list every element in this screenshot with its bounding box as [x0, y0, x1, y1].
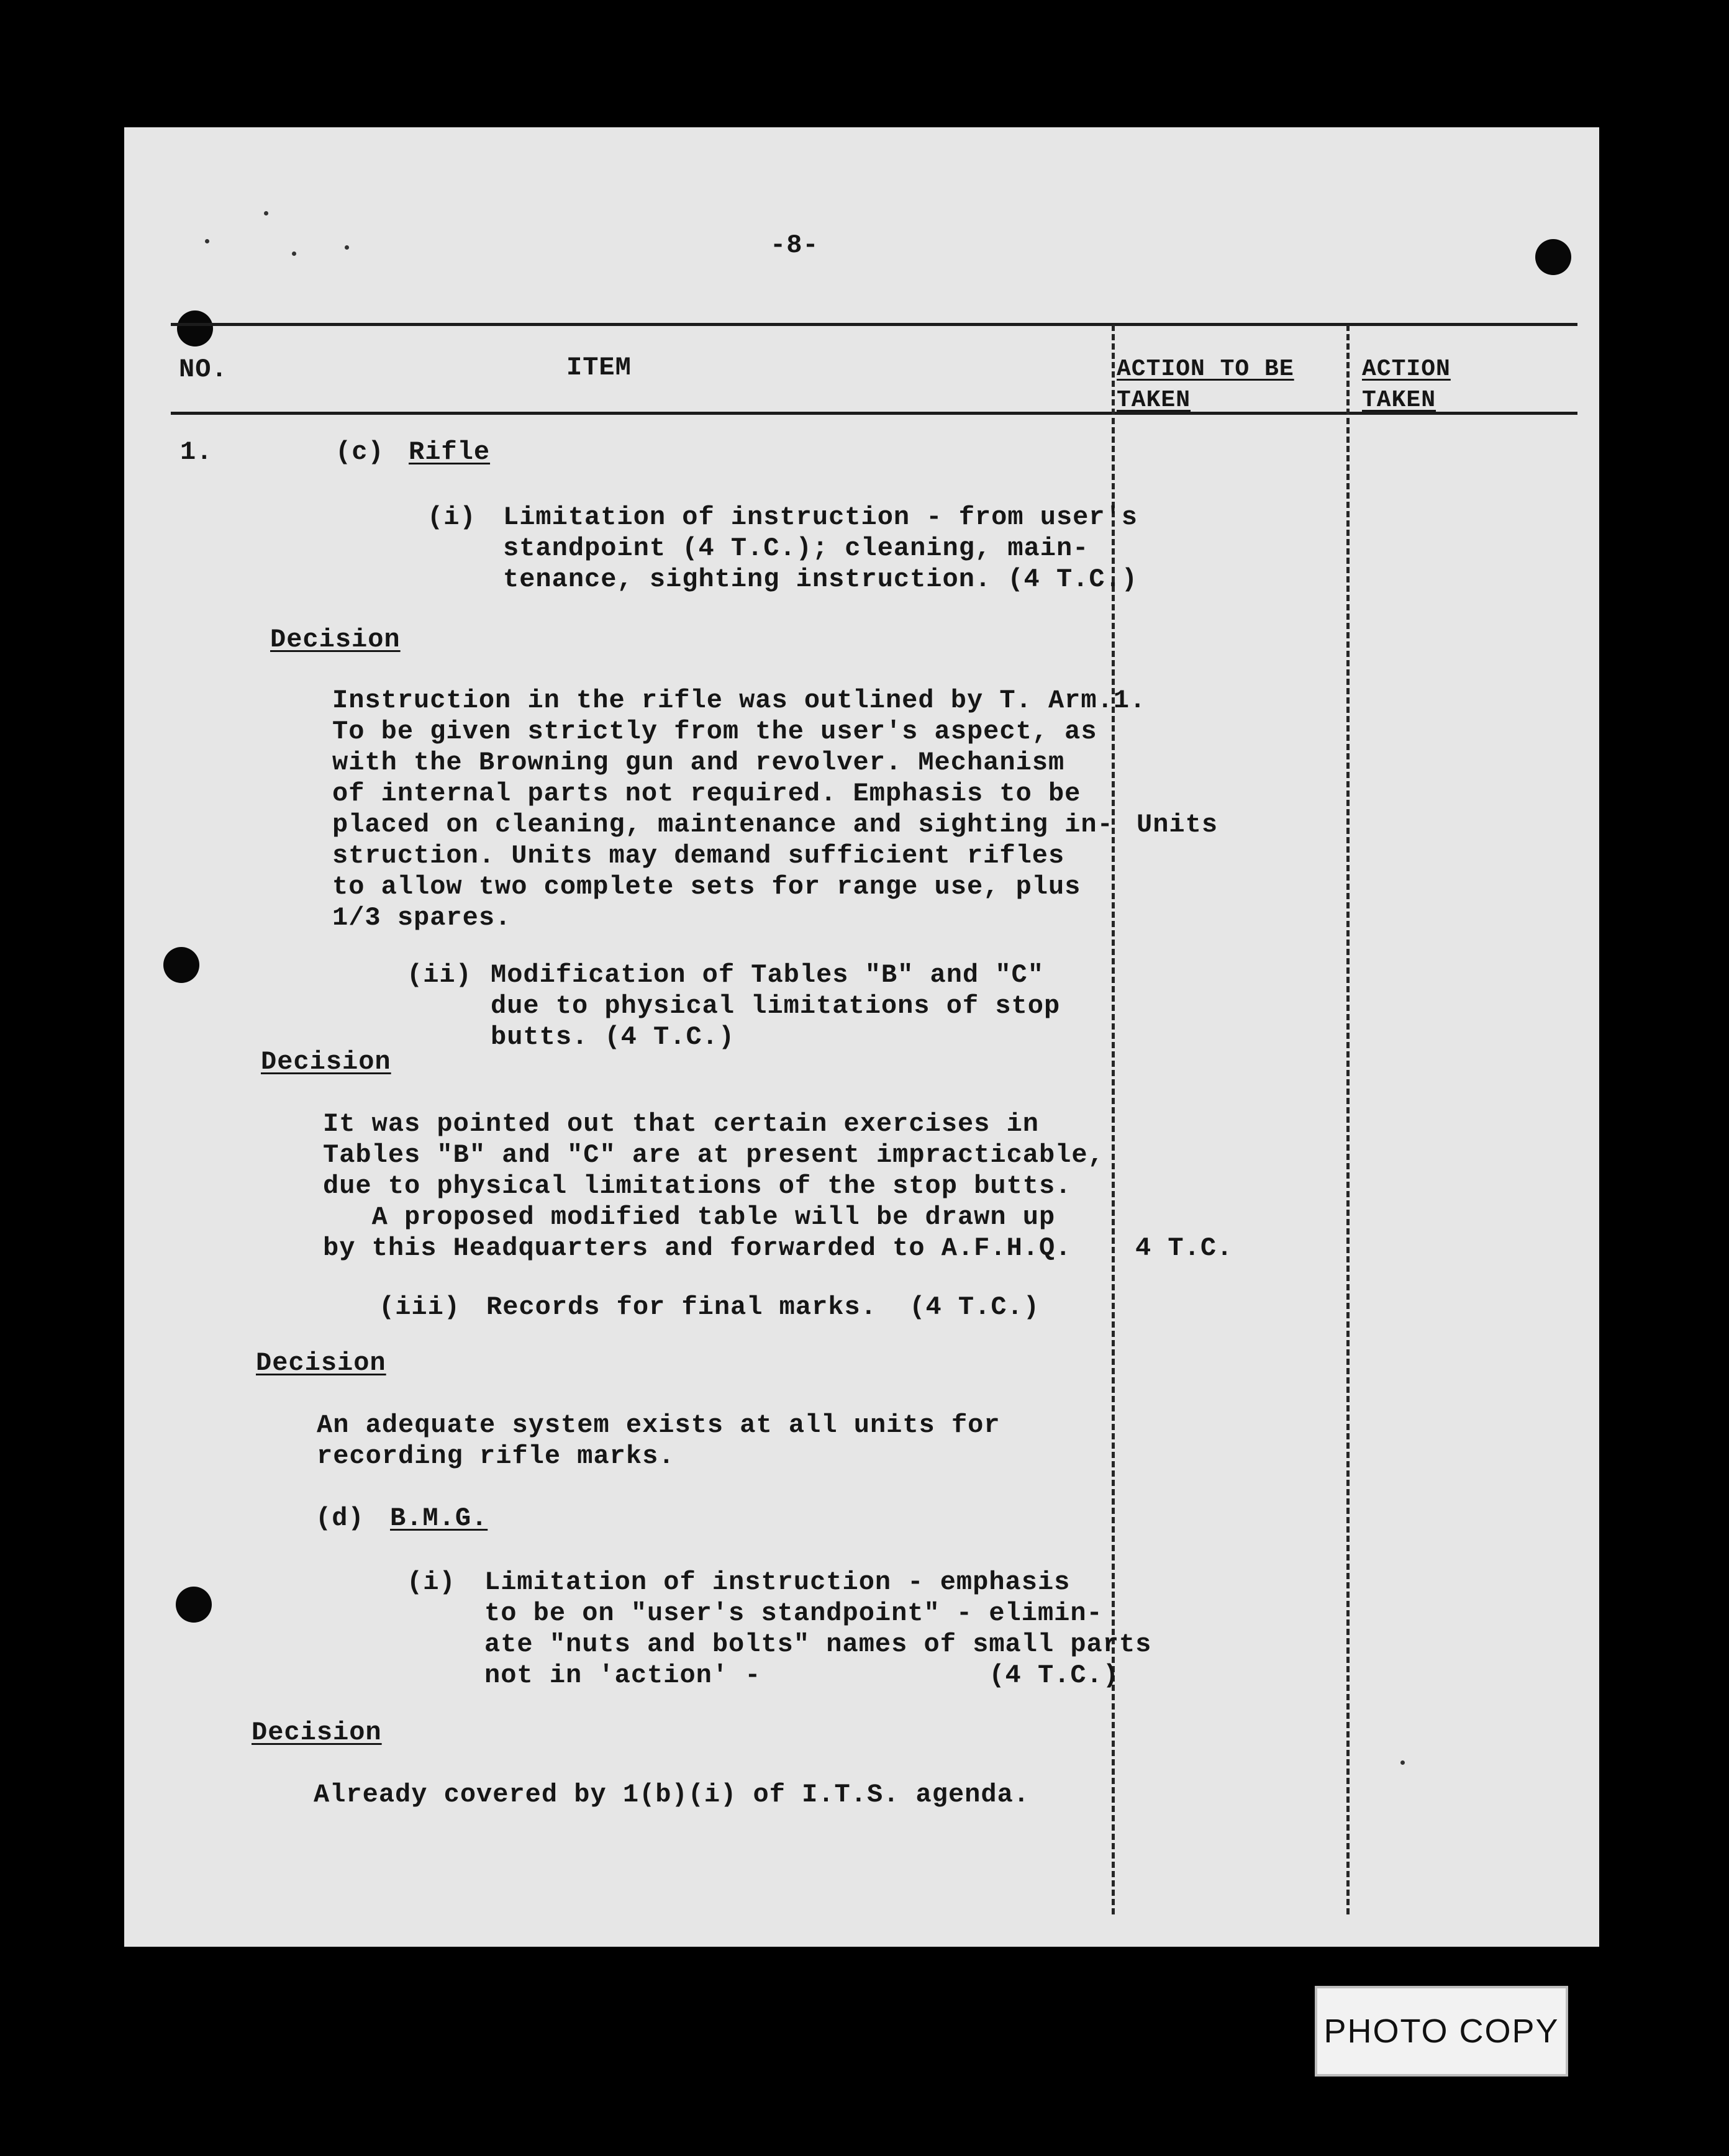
page-number: -8- [770, 230, 819, 260]
item-c-iii-number: (iii) [379, 1292, 461, 1322]
punch-hole [177, 310, 213, 346]
section-d-label: (d) [315, 1503, 365, 1533]
header-item: ITEM [566, 353, 632, 383]
item-c-i-number: (i) [427, 502, 476, 532]
decision-4-text: Already covered by 1(b)(i) of I.T.S. agenda. [314, 1780, 1030, 1810]
item-d-i-text: Limitation of instruction - emphasis to be on "user's standpoint" - elimin- ate "nuts and bolts" names of small parts not in 'action' - (4 T.C.) [484, 1567, 1152, 1690]
decision-2-text: It was pointed out that certain exercises in Tables "B" and "C" are at present impracticable, due to physical limitations of the stop butts. A proposed modified table will be drawn up by this Headquarters and forwarded to A.F.H.Q. [323, 1109, 1104, 1263]
speck [205, 239, 209, 243]
decision-heading: Decision [270, 625, 401, 654]
decision-3-text: An adequate system exists at all units for recording rifle marks. [317, 1410, 1001, 1471]
row-number: 1. [180, 437, 213, 467]
punch-hole [1535, 239, 1571, 275]
decision-heading: Decision [252, 1718, 382, 1747]
header-action-taken: ACTION TAKEN [1362, 356, 1451, 414]
action-1: Units [1137, 810, 1218, 840]
item-d-i-number: (i) [407, 1567, 456, 1597]
item-c-ii-number: (ii) [407, 960, 472, 990]
item-c-iii-text: Records for final marks. (4 T.C.) [486, 1292, 1040, 1322]
punch-hole [163, 947, 199, 983]
decision-heading: Decision [256, 1348, 386, 1378]
speck [345, 245, 349, 250]
section-d-title: B.M.G. [390, 1503, 488, 1533]
speck [292, 251, 296, 256]
item-c-i-text: Limitation of instruction - from user's standpoint (4 T.C.); cleaning, main- tenance, sighting instruction. (4 T.C.) [503, 502, 1138, 594]
item-c-ii-text: Modification of Tables "B" and "C" due to physical limitations of stop butts. (4 T.C.) [491, 960, 1061, 1052]
speck [264, 211, 268, 215]
table-top-rule [171, 323, 1577, 326]
decision-1-text: Instruction in the rifle was outlined by T. Arm.1. To be given strictly from the user's aspect, as with the Browning gun and revolver. Mechanism of internal parts not required. Emphasis to be placed on cleaning, maintenance and sighting in- struction. Units may demand sufficient rifles to allow two complete sets for range use, plus 1/3 spares. [332, 686, 1146, 933]
punch-hole [176, 1587, 212, 1623]
photo-copy-stamp: PHOTO COPY [1315, 1986, 1568, 2077]
speck [1400, 1760, 1405, 1765]
column-divider [1346, 325, 1350, 1914]
section-c-title: Rifle [409, 437, 491, 467]
action-2: 4 T.C. [1135, 1233, 1233, 1263]
document-page [124, 127, 1599, 1947]
decision-heading: Decision [261, 1047, 391, 1077]
section-c-label: (c) [335, 437, 384, 467]
header-action-to-be-taken: ACTION TO BE TAKEN [1117, 356, 1294, 414]
header-no: NO. [179, 355, 228, 384]
